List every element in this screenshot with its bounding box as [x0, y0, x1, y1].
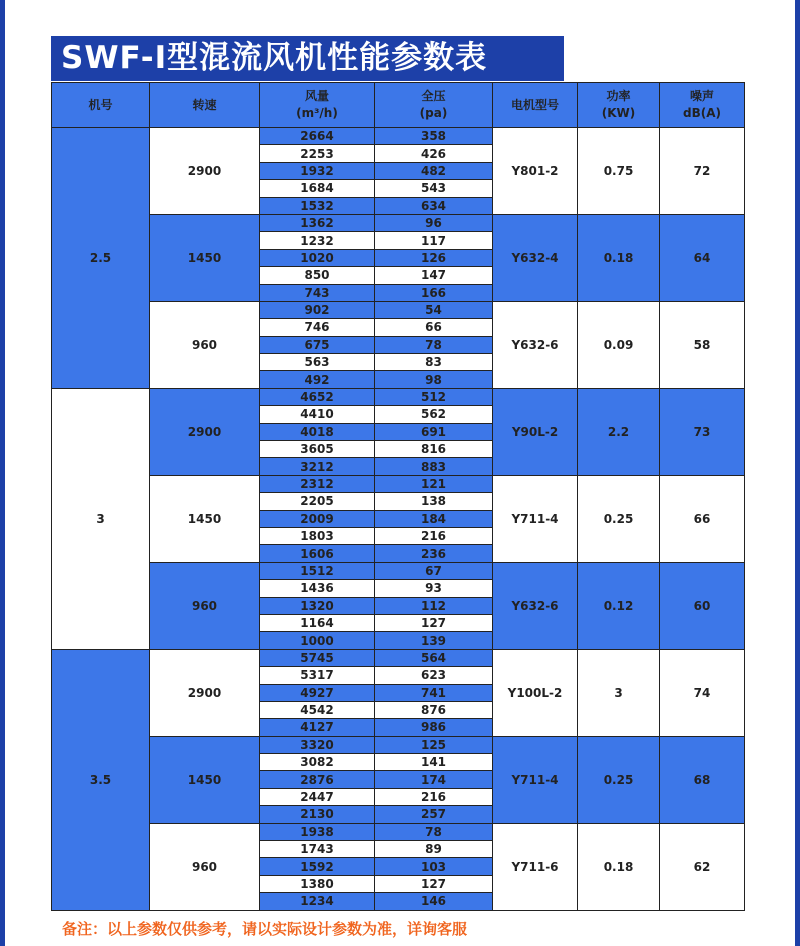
pressure-cell: 66	[375, 319, 493, 336]
pressure-cell: 139	[375, 632, 493, 649]
pressure-cell: 121	[375, 475, 493, 492]
motor-cell: Y711-4	[493, 736, 578, 823]
flow-cell: 2447	[260, 788, 375, 805]
model-cell: 2.5	[52, 128, 150, 389]
pressure-cell: 184	[375, 510, 493, 527]
flow-cell: 1532	[260, 197, 375, 214]
flow-cell: 4410	[260, 406, 375, 423]
pressure-cell: 174	[375, 771, 493, 788]
flow-cell: 1362	[260, 214, 375, 231]
motor-cell: Y632-4	[493, 214, 578, 301]
pressure-cell: 562	[375, 406, 493, 423]
header-speed: 转速	[150, 83, 260, 128]
noise-cell: 68	[660, 736, 745, 823]
flow-cell: 4127	[260, 719, 375, 736]
header-model: 机号	[52, 83, 150, 128]
motor-cell: Y632-6	[493, 562, 578, 649]
flow-cell: 4542	[260, 701, 375, 718]
pressure-cell: 741	[375, 684, 493, 701]
noise-cell: 74	[660, 649, 745, 736]
pressure-cell: 126	[375, 249, 493, 266]
flow-cell: 675	[260, 336, 375, 353]
pressure-cell: 634	[375, 197, 493, 214]
flow-cell: 902	[260, 301, 375, 318]
flow-cell: 1684	[260, 180, 375, 197]
pressure-cell: 93	[375, 580, 493, 597]
header-motor: 电机型号	[493, 83, 578, 128]
flow-cell: 746	[260, 319, 375, 336]
pressure-cell: 883	[375, 458, 493, 475]
speed-cell: 2900	[150, 388, 260, 475]
header-power: 功率 (KW)	[578, 83, 660, 128]
pressure-cell: 216	[375, 527, 493, 544]
pressure-cell: 98	[375, 371, 493, 388]
pressure-cell: 103	[375, 858, 493, 875]
flow-cell: 1743	[260, 841, 375, 858]
flow-cell: 1938	[260, 823, 375, 840]
pressure-cell: 54	[375, 301, 493, 318]
flow-cell: 2312	[260, 475, 375, 492]
power-cell: 0.25	[578, 736, 660, 823]
flow-cell: 2009	[260, 510, 375, 527]
flow-cell: 4018	[260, 423, 375, 440]
pressure-cell: 141	[375, 754, 493, 771]
flow-cell: 5317	[260, 667, 375, 684]
pressure-cell: 89	[375, 841, 493, 858]
flow-cell: 4927	[260, 684, 375, 701]
speed-cell: 2900	[150, 649, 260, 736]
pressure-cell: 112	[375, 597, 493, 614]
pressure-cell: 138	[375, 493, 493, 510]
header-pressure: 全压 (pa)	[375, 83, 493, 128]
power-cell: 0.09	[578, 301, 660, 388]
flow-cell: 1000	[260, 632, 375, 649]
table-row	[52, 214, 745, 231]
pressure-cell: 691	[375, 423, 493, 440]
motor-cell: Y711-4	[493, 475, 578, 562]
pressure-cell: 543	[375, 180, 493, 197]
performance-table	[51, 82, 745, 911]
power-cell: 2.2	[578, 388, 660, 475]
flow-cell: 3082	[260, 754, 375, 771]
pressure-cell: 67	[375, 562, 493, 579]
motor-cell: Y90L-2	[493, 388, 578, 475]
flow-cell: 1803	[260, 527, 375, 544]
table-row	[52, 823, 745, 840]
flow-cell: 1606	[260, 545, 375, 562]
motor-cell: Y801-2	[493, 128, 578, 215]
pressure-cell: 216	[375, 788, 493, 805]
pressure-cell: 482	[375, 162, 493, 179]
model-cell: 3	[52, 388, 150, 649]
noise-cell: 73	[660, 388, 745, 475]
power-cell: 0.18	[578, 214, 660, 301]
table-row	[52, 128, 745, 145]
model-cell: 3.5	[52, 649, 150, 910]
flow-cell: 1164	[260, 614, 375, 631]
pressure-cell: 78	[375, 336, 493, 353]
flow-cell: 1020	[260, 249, 375, 266]
flow-cell: 2876	[260, 771, 375, 788]
table-row	[52, 736, 745, 753]
flow-cell: 3320	[260, 736, 375, 753]
header-flow: 风量 (m³/h)	[260, 83, 375, 128]
pressure-cell: 125	[375, 736, 493, 753]
pressure-cell: 876	[375, 701, 493, 718]
flow-cell: 1380	[260, 875, 375, 892]
speed-cell: 1450	[150, 736, 260, 823]
flow-cell: 743	[260, 284, 375, 301]
pressure-cell: 623	[375, 667, 493, 684]
pressure-cell: 512	[375, 388, 493, 405]
table-row	[52, 475, 745, 492]
left-border	[0, 0, 5, 946]
pressure-cell: 83	[375, 354, 493, 371]
table-row	[52, 301, 745, 318]
pressure-cell: 166	[375, 284, 493, 301]
speed-cell: 960	[150, 301, 260, 388]
speed-cell: 1450	[150, 475, 260, 562]
flow-cell: 3605	[260, 441, 375, 458]
noise-cell: 62	[660, 823, 745, 910]
pressure-cell: 564	[375, 649, 493, 666]
flow-cell: 5745	[260, 649, 375, 666]
flow-cell: 1512	[260, 562, 375, 579]
flow-cell: 2253	[260, 145, 375, 162]
power-cell: 0.75	[578, 128, 660, 215]
noise-cell: 66	[660, 475, 745, 562]
speed-cell: 2900	[150, 128, 260, 215]
right-border	[795, 0, 800, 946]
pressure-cell: 117	[375, 232, 493, 249]
flow-cell: 4652	[260, 388, 375, 405]
pressure-cell: 127	[375, 614, 493, 631]
noise-cell: 64	[660, 214, 745, 301]
footnote: 备注：以上参数仅供参考，请以实际设计参数为准，详询客服	[62, 920, 468, 938]
speed-cell: 960	[150, 823, 260, 910]
flow-cell: 1436	[260, 580, 375, 597]
pressure-cell: 146	[375, 893, 493, 910]
flow-cell: 492	[260, 371, 375, 388]
motor-cell: Y100L-2	[493, 649, 578, 736]
flow-cell: 2664	[260, 128, 375, 145]
speed-cell: 1450	[150, 214, 260, 301]
table-row	[52, 562, 745, 579]
table-header-row	[52, 83, 745, 128]
noise-cell: 58	[660, 301, 745, 388]
power-cell: 3	[578, 649, 660, 736]
pressure-cell: 96	[375, 214, 493, 231]
pressure-cell: 257	[375, 806, 493, 823]
pressure-cell: 236	[375, 545, 493, 562]
pressure-cell: 358	[375, 128, 493, 145]
header-noise: 噪声 dB(A)	[660, 83, 745, 128]
flow-cell: 1932	[260, 162, 375, 179]
motor-cell: Y632-6	[493, 301, 578, 388]
speed-cell: 960	[150, 562, 260, 649]
noise-cell: 60	[660, 562, 745, 649]
flow-cell: 1320	[260, 597, 375, 614]
pressure-cell: 147	[375, 267, 493, 284]
flow-cell: 850	[260, 267, 375, 284]
flow-cell: 563	[260, 354, 375, 371]
flow-cell: 1592	[260, 858, 375, 875]
flow-cell: 1232	[260, 232, 375, 249]
table-body	[52, 128, 745, 911]
power-cell: 0.12	[578, 562, 660, 649]
motor-cell: Y711-6	[493, 823, 578, 910]
pressure-cell: 78	[375, 823, 493, 840]
flow-cell: 3212	[260, 458, 375, 475]
pressure-cell: 816	[375, 441, 493, 458]
pressure-cell: 127	[375, 875, 493, 892]
flow-cell: 2130	[260, 806, 375, 823]
table-row	[52, 649, 745, 666]
noise-cell: 72	[660, 128, 745, 215]
pressure-cell: 986	[375, 719, 493, 736]
power-cell: 0.18	[578, 823, 660, 910]
flow-cell: 1234	[260, 893, 375, 910]
pressure-cell: 426	[375, 145, 493, 162]
flow-cell: 2205	[260, 493, 375, 510]
page-title: SWF-Ⅰ型混流风机性能参数表	[51, 36, 564, 81]
power-cell: 0.25	[578, 475, 660, 562]
table-row	[52, 388, 745, 405]
